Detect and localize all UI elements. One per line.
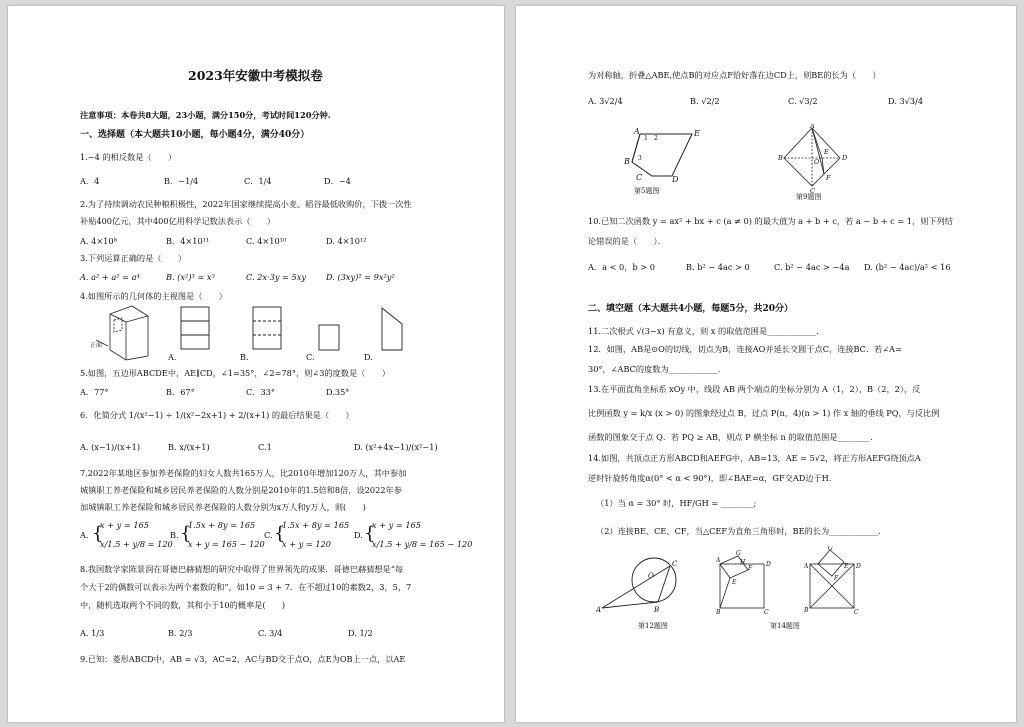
q9-option-c: C. √3/2: [788, 96, 818, 106]
figure-12-caption: 第12题图: [638, 622, 668, 630]
svg-text:B: B: [804, 607, 809, 614]
q8-option-c: C. 3/4: [258, 628, 283, 638]
svg-text:E: E: [844, 563, 849, 570]
q5-option-c: C．33°: [246, 387, 275, 397]
question-14-line-1: 14.如图，共顶点正方形ABCD和AEFG中，AB=13，AE = 5√2，将正方形AEFG绕顶点A: [588, 453, 921, 463]
question-14-line-2: 逆时针旋转角度α(0° < α < 90°)，即∠BAE=α，GF交AD边于H.: [588, 473, 832, 483]
question-8-line-2: 个大于2的偶数可以表示为两个素数的和”，如10 = 3 + 7．在不超过10的素数2，3，5，7: [80, 582, 412, 592]
q1-option-a: A．4: [80, 176, 100, 186]
question-10-line-1: 10.已知二次函数 y = ax² + bx + c (a ≠ 0) 的最大值为 a + b + c，若 a − b + c = 1，则下列结: [588, 216, 953, 226]
question-8-line-3: 中，随机选取两个不同的数，其和小于10的概率是( ): [80, 600, 286, 610]
section-2-heading: 二、填空题（本大题共4小题，每题5分，共20分）: [588, 304, 794, 314]
svg-text:A: A: [810, 124, 815, 130]
svg-text:F: F: [834, 575, 839, 582]
svg-text:C: C: [672, 560, 678, 568]
q8-option-d: D. 1/2: [348, 628, 373, 638]
svg-text:C: C: [854, 609, 859, 614]
q3-option-a: A. a² + a² = a⁴: [80, 272, 140, 282]
q4-option-d: D.: [364, 352, 373, 362]
exam-page-1: [8, 6, 504, 722]
q7-option-d-label: D.: [354, 530, 363, 540]
q8-option-b: B. 2/3: [168, 628, 193, 638]
question-13-line-3: 函数的图象交于点 Q．若 PQ ≥ AB，则点 P 横坐标 n 的取值范围是________.: [588, 432, 873, 442]
q1-option-d: D．−4: [324, 176, 351, 186]
svg-text:B: B: [654, 606, 660, 614]
q7-option-c-label: C.: [264, 530, 273, 540]
svg-text:H: H: [740, 559, 746, 566]
question-13-line-1: 13.在平面直角坐标系 xOy 中，线段 AB 两个端点的坐标分别为 A（1，2），B（2，2），反: [588, 384, 921, 394]
q7-option-a-eq1: x + y = 165: [100, 520, 150, 530]
q7-option-d-eq1: x + y = 165: [372, 520, 422, 530]
svg-text:F: F: [748, 565, 753, 572]
svg-text:A: A: [804, 563, 809, 570]
q2-option-b: B．4×10¹¹: [166, 236, 210, 246]
question-1: 1.−4 的相反数是（ ）: [80, 152, 177, 162]
figure-12-circle: [596, 550, 686, 614]
section-1-heading: 一、选择题（本大题共10小题，每小题4分，满分40分）: [80, 130, 310, 140]
q1-option-c: C．1/4: [244, 176, 272, 186]
question-14-part-1: （1）当 α = 30° 时，HF/GH = ________;: [596, 498, 757, 508]
q7-option-d-eq2: x/1.5 + y/8 = 165 − 120: [372, 539, 473, 549]
svg-text:D: D: [842, 154, 848, 162]
figure-9-caption: 第9题图: [796, 193, 822, 201]
question-10-line-2: 论错误的是（ ）．: [588, 236, 666, 246]
q10-option-b: B. b² − 4ac > 0: [686, 262, 750, 272]
q10-option-a: A．a < 0，b > 0: [588, 262, 655, 272]
question-12-line-1: 12．如图，AB是⊙O的切线，切点为B，连接AO并延长交圆于点C，连接BC．若∠A=: [588, 344, 902, 354]
question-9-line-1: 9.已知：菱形ABCD中，AB = √3，AC=2，AC与BD交于点O，点E为OB上一点，以AE: [80, 654, 406, 664]
question-9-line-2: 为对称轴，折叠△ABE,使点B的对应点F恰好落在边CD上，则BE的长为（ ）: [588, 70, 881, 80]
q7-option-b-eq2: x + y = 165 − 120: [188, 539, 265, 549]
svg-text:B: B: [624, 157, 630, 166]
q4-option-c-figure: [318, 324, 342, 352]
svg-text:A: A: [596, 606, 602, 614]
q9-option-d: D. 3√3/4: [888, 96, 924, 106]
svg-text:A: A: [634, 127, 640, 136]
q9-option-a: A. 3√2/4: [588, 96, 623, 106]
question-6: 6．化简分式 1/(x²−1) ÷ 1/(x²−2x+1) + 2/(x+1) 的最后结果是（ ）: [80, 410, 354, 420]
figure-14-squares-right: [804, 546, 868, 614]
q4-option-a: A.: [168, 352, 177, 362]
q4-front-label: 正面: [90, 342, 103, 349]
svg-text:E: E: [694, 129, 700, 138]
q2-option-c: C. 4×10¹⁰: [246, 236, 287, 246]
q7-option-a-brace: {: [92, 523, 104, 544]
exam-title: 2023年安徽中考模拟卷: [188, 68, 323, 83]
q7-option-c-brace: {: [274, 523, 286, 544]
q4-option-a-figure: [180, 306, 212, 352]
svg-text:3: 3: [638, 155, 642, 162]
svg-text:F: F: [826, 174, 831, 182]
figure-9-rhombus: [778, 124, 848, 194]
q7-option-b-brace: {: [180, 523, 192, 544]
q3-option-d: D. (3xy)² = 9x²y²: [326, 272, 395, 282]
svg-text:O: O: [814, 158, 820, 166]
figure-14-caption: 第14题图: [770, 622, 800, 630]
figure-5-caption: 第5题图: [634, 187, 660, 195]
q6-option-d: D. (x²+4x−1)/(x²−1): [354, 442, 438, 452]
q1-option-b: B．−1/4: [164, 176, 199, 186]
q6-option-a: A. (x−1)/(x+1): [80, 442, 141, 452]
q5-option-a: A．77°: [80, 387, 109, 397]
svg-text:C: C: [636, 173, 643, 182]
q4-option-c: C.: [306, 352, 315, 362]
svg-text:O: O: [648, 572, 654, 580]
question-2-line-1: 2.为了持续调动农民种粮积极性，2022年国家继续提高小麦、稻谷最低收购价，下拨一次性: [80, 199, 412, 209]
q7-option-c-eq2: x + y = 120: [282, 539, 332, 549]
q7-option-c-eq1: 1.5x + 8y = 165: [282, 520, 350, 530]
q4-solid-figure: [88, 302, 158, 364]
q4-option-b: B.: [240, 352, 249, 362]
q6-option-b: B. x/(x+1): [168, 442, 210, 452]
svg-text:G: G: [736, 550, 741, 557]
q6-option-c: C.1: [258, 442, 272, 452]
svg-text:G: G: [828, 546, 833, 552]
q2-option-a: A. 4×10⁸: [80, 236, 117, 246]
svg-text:E: E: [732, 579, 737, 586]
svg-text:D: D: [672, 175, 679, 182]
question-8-line-1: 8.我国数学家陈景润在哥德巴赫猜想的研究中取得了世界领先的成果．哥德巴赫猜想是“每: [80, 564, 404, 574]
question-13-line-2: 比例函数 y = k/x (x > 0) 的图象经过点 B，过点 P(n，4)(n > 1) 作 x 轴的垂线 PQ，与反比例: [588, 408, 940, 418]
svg-text:C: C: [810, 187, 815, 194]
svg-text:B: B: [778, 154, 783, 162]
question-7-line-1: 7.2022年某地区参加养老保险的妇女人数共165万人，比2010年增加120万人，其中参加: [80, 468, 407, 478]
q10-option-d: D. (b² − 4ac)/a² < 16: [864, 262, 951, 272]
question-7-line-2: 城镇职工养老保险和城乡居民养老保险的人数分别是2010年的1.5倍和8倍，设2022年参: [80, 485, 402, 495]
q8-option-a: A. 1/3: [80, 628, 105, 638]
svg-text:E: E: [824, 148, 829, 156]
q4-option-d-figure: [380, 306, 406, 352]
figure-5-pentagon: [616, 126, 706, 182]
exam-page-2: [516, 6, 1016, 722]
question-14-part-2: （2）连接BE、CE、CF，当△CEF为直角三角形时，BE的长为____________.: [596, 526, 881, 536]
question-4: 4.如图所示的几何体的主视图是（ ）: [80, 291, 227, 301]
q7-option-d-brace: {: [364, 523, 376, 544]
q5-option-b: B．67°: [166, 387, 195, 397]
svg-text:A: A: [716, 557, 721, 564]
svg-text:C: C: [764, 609, 769, 614]
question-11: 11.二次根式 √(3−x) 有意义，则 x 的取值范围是____________.: [588, 326, 819, 336]
question-5: 5.如图，五边形ABCDE中，AE∥CD，∠1=35°，∠2=78°，则∠3的度数是（ ）: [80, 368, 390, 378]
q3-option-c: C. 2x·3y = 5xy: [246, 272, 306, 282]
q4-option-b-figure: [252, 306, 284, 352]
q3-option-b: B. (x²)³ = x⁵: [166, 272, 215, 282]
question-12-line-2: 30°，∠ABC的度数为____________.: [588, 364, 721, 374]
q7-option-a-label: A.: [80, 530, 89, 540]
question-7-line-3: 加城镇职工养老保险和城乡居民养老保险的人数分别为x万人和y万人，则( ): [80, 502, 366, 512]
q7-option-a-eq2: x/1.5 + y/8 = 120: [100, 539, 173, 549]
exam-notice: 注意事项：本卷共8大题，23小题，满分150分，考试时间120分钟.: [80, 110, 331, 120]
svg-text:D: D: [856, 563, 861, 570]
q5-option-d: D.35°: [326, 387, 350, 397]
figure-14-squares-left: [716, 548, 776, 614]
q10-option-c: C. b² − 4ac > −4a: [774, 262, 850, 272]
q9-option-b: B. √2/2: [690, 96, 720, 106]
svg-text:B: B: [716, 609, 721, 614]
q7-option-b-label: B.: [170, 530, 179, 540]
question-2-line-2: 补贴400亿元，其中400亿用科学记数法表示（ ）: [80, 216, 276, 226]
svg-text:1: 1: [644, 135, 648, 142]
q2-option-d: D. 4×10¹²: [326, 236, 367, 246]
svg-text:D: D: [766, 561, 771, 568]
q7-option-b-eq1: 1.5x + 8y = 165: [188, 520, 256, 530]
svg-text:2: 2: [654, 135, 658, 142]
question-3: 3.下列运算正确的是（ ）: [80, 253, 187, 263]
